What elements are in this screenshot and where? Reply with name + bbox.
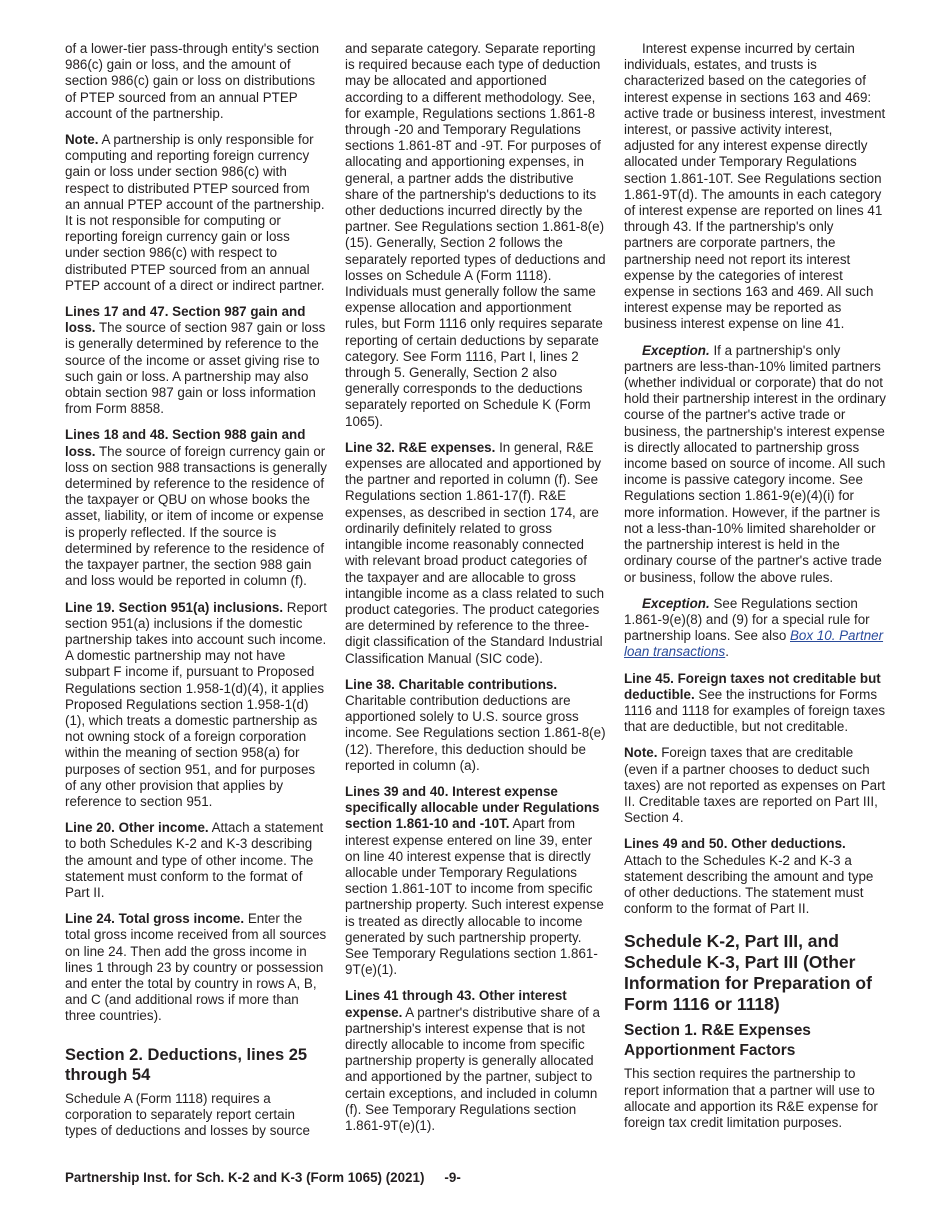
line-24-paragraph: Line 24. Total gross income. Enter the total gross income received from all sources on line 24. Then add the gross income in lines 1 through 23 by country or possession and enter the total by country in rows A, B, and C (and additional rows if more than three countries). xyxy=(65,911,327,1024)
exception-2-paragraph: Exception. See Regulations section 1.861-9(e)(8) and (9) for a special rule for partnership loans. See also Box 10. Partner loan transactions. xyxy=(624,595,884,660)
lines-39-40-paragraph: Lines 39 and 40. Interest expense specifically allocable under Regulations section 1.861-10 and -10T. Apart from interest expense entered on line 39, enter on line 40 interest expense that is directly allocable under Temporary Regulations section 1.861-10T to income from specific partnership property. Such interest expense is treated as directly allocable to income generated by such partnership property. See Temporary Regulations section 1.861-9T(e)(1). xyxy=(345,783,604,978)
note-taxes-paragraph: Note. Foreign taxes that are creditable (even if a partner chooses to deduct such taxes) are not reported as expenses on Part II. Creditable taxes are reported on Part III, Section 4. xyxy=(624,745,886,826)
line-20-heading: Line 20. Other income. xyxy=(65,820,209,836)
note-label: Note. xyxy=(65,132,99,148)
interest-expense-paragraph: Interest expense incurred by certain individuals, estates, and trusts is characterized based on the categories of interest expense in sections 163 and 469: active trade or business interest, investment interest, or passive activity interest, adjusted for any interest expense directly allocated under Temporary Regulations section 1.861-10T. See Regulations section 1.861-9T(d). The amounts in each category of interest expense are reported on lines 41 through 43. If the partnership's only partners are corporate partners, the partnership need not report its interest expense by the categories of interest expense in sections 163 and 469. All such interest expense may be reported as business interest expense on line 41. xyxy=(624,41,886,332)
line-19-paragraph: Line 19. Section 951(a) inclusions. Report section 951(a) inclusions if the domestic partnership takes into account such income. A domestic partnership may not have subpart F income if, pursuant to Proposed Regulations section 1.958-1(d)(4), it applies Proposed Regulations section 1.958-1(d)(1), which treats a domestic partnership as not owning stock of a foreign corporation within the meaning of section 958(a) for purposes of section 951, and for purposes of any other provision that applies by reference to section 951. xyxy=(65,599,327,809)
line-24-heading: Line 24. Total gross income. xyxy=(65,911,245,927)
column-right xyxy=(624,41,886,1141)
page-number: -9- xyxy=(444,1170,461,1185)
line-32-heading: Line 32. R&E expenses. xyxy=(345,439,496,455)
line-38-heading: Line 38. Charitable contributions. xyxy=(345,676,558,692)
line-20-paragraph: Line 20. Other income. Attach a statement to both Schedules K-2 and K-3 describing the amount and type of other income. The statement must conform to the format of Part II. xyxy=(65,820,324,900)
lines-17-47-heading: Lines 17 and 47. Section 987 gain and loss. xyxy=(65,304,306,336)
line-38-paragraph: Line 38. Charitable contributions. Charitable contribution deductions are apportioned solely to U.S. source gross income. See Regulations section 1.861-8(e)(12). Therefore, this deduction should be reported in column (a). xyxy=(345,676,606,773)
lines-17-47-paragraph: Lines 17 and 47. Section 987 gain and loss. The source of section 987 gain or loss is generally determined by reference to the source of the income or asset giving rise to such gain or loss. A partnership may also obtain section 987 gain or loss information from Form 8858. xyxy=(65,304,326,417)
column-middle xyxy=(345,41,607,1144)
section-2-intro: Schedule A (Form 1118) requires a corporation to separately report certain types of deductions and losses by source xyxy=(65,1090,310,1138)
column-left xyxy=(65,41,327,1149)
separate-category-paragraph: and separate category. Separate reporting is required because each type of deduction may be allocated and apportioned according to a different methodology. See, for example, Regulations sections 1.861-8 through -20 and Temporary Regulations sections 1.861-8T and -9T. For purposes of allocating and apportioning expenses, in general, a partner adds the distributive share of the partnership's deductions to its other deductions incurred directly by the partner. See Regulations section 1.861-8(e)(15). Generally, Section 2 follows the separately reported types of deductions and losses on Schedule A (Form 1118). Individuals must generally follow the same expense allocation and apportionment rules, but Form 1116 only requires separate reporting of certain deductions by separate category. See Form 1116, Part I, lines 2 through 5. Generally, Section 2 also generally corresponds to the deductions separately reported on Schedule K (Form 1065). xyxy=(345,41,606,429)
section-1-text: This section requires the partnership to report information that a partner will use to allocate and apportion its R&E expense for foreign tax credit limitation purposes. xyxy=(624,1066,878,1130)
schedule-part-iii-heading: Schedule K-2, Part III, and Schedule K-3, Part III (Other Information for Preparation of Form 1116 or 1118) xyxy=(624,931,872,1015)
exception-1-label: Exception. xyxy=(642,342,710,358)
lines-18-48-paragraph: Lines 18 and 48. Section 988 gain and loss. The source of foreign currency gain or loss on section 988 transactions is generally determined by reference to the residence of the taxpayer or QBU on whose books the asset, liability, or item of income or expense is properly reflected. If the source is determined by reference to the residence of the taxpayer partner, the section 988 gain and loss would be reported in column (f). xyxy=(65,427,328,589)
exception-2-label: Exception. xyxy=(642,595,710,611)
section-2-heading: Section 2. Deductions, lines 25 through 54 xyxy=(65,1045,308,1084)
footer-title: Partnership Inst. for Sch. K-2 and K-3 (Form 1065) (2021) xyxy=(65,1170,425,1185)
line-19-heading: Line 19. Section 951(a) inclusions. xyxy=(65,599,284,615)
exception-1-paragraph: Exception. If a partnership's only partners are less-than-10% limited partners (whether individual or corporate) that do not hold their partnership interest in the ordinary course of the partner's active trade or business, the partnership's interest expense is directly allocated to partnership gross income based on source of income. All such income is passive category income. See Regulations section 1.861-9(e)(4)(i) for more information. However, if the partner is not a less-than-10% limited shareholder or the partnership interest is held in the ordinary course of the partner's active trade or business, follow the above rules. xyxy=(624,342,887,585)
lines-41-43-paragraph: Lines 41 through 43. Other interest expense. A partner's distributive share of a partnership's interest expense that is not directly allocable to income from specific partnership property is generally allocated and apportioned by the partner, subject to certain exceptions, and included in column (f). See Temporary Regulations section 1.861-9T(e)(1). xyxy=(345,988,600,1133)
paragraph-986c: of a lower-tier pass-through entity's section 986(c) gain or loss, and the amount of section 986(c) gain or loss on distributions of PTEP sourced from an annual PTEP account of the partnership. xyxy=(65,41,320,121)
note-paragraph: Note. A partnership is only responsible for computing and reporting foreign currency gain or loss under section 986(c) with respect to distributed PTEP sourced from an annual PTEP account of the partnership. It is not responsible for computing or reporting foreign currency gain or loss under section 986(c) with respect to distributed PTEP sourced from an annual PTEP account of a direct or indirect partner. xyxy=(65,132,325,293)
line-45-heading: Line 45. Foreign taxes not creditable but deductible. xyxy=(624,670,881,702)
lines-39-40-heading: Lines 39 and 40. Interest expense specifically allocable under Regulations section 1.861-10 and -10T. xyxy=(345,783,600,832)
line-32-paragraph: Line 32. R&E expenses. In general, R&E expenses are allocated and apportioned by the partner and reported in column (f). See Regulations section 1.861-17(f). R&E expenses, as described in section 174, are ordinarily definitely related to gross intangible income reasonably connected with relevant broad product categories of the taxpayer and are allocable to gross intangible income as a class related to such product categories. The product categories are determined by reference to the three-digit classification of the Standard Industrial Classification Manual (SIC code). xyxy=(345,439,605,666)
lines-49-50-heading: Lines 49 and 50. Other deductions. xyxy=(624,836,846,852)
page-footer xyxy=(65,1170,461,1185)
lines-49-50-paragraph: Lines 49 and 50. Other deductions. Attach to the Schedules K-2 and K-3 a statement describing the amount and type of other deductions. The statement must conform to the format of Part II. xyxy=(624,836,874,917)
lines-18-48-heading: Lines 18 and 48. Section 988 gain and loss. xyxy=(65,427,306,459)
note-taxes-label: Note. xyxy=(624,745,658,761)
box-10-link[interactable]: Box 10. Partner loan transactions xyxy=(624,628,884,660)
section-1-heading: Section 1. R&E Expenses Apportionment Factors xyxy=(624,1022,811,1059)
line-45-paragraph: Line 45. Foreign taxes not creditable but deductible. See the instructions for Forms 1116 and 1118 for examples of foreign taxes that are deductible, but not creditable. xyxy=(624,670,886,735)
lines-41-43-heading: Lines 41 through 43. Other interest expense. xyxy=(345,988,567,1020)
